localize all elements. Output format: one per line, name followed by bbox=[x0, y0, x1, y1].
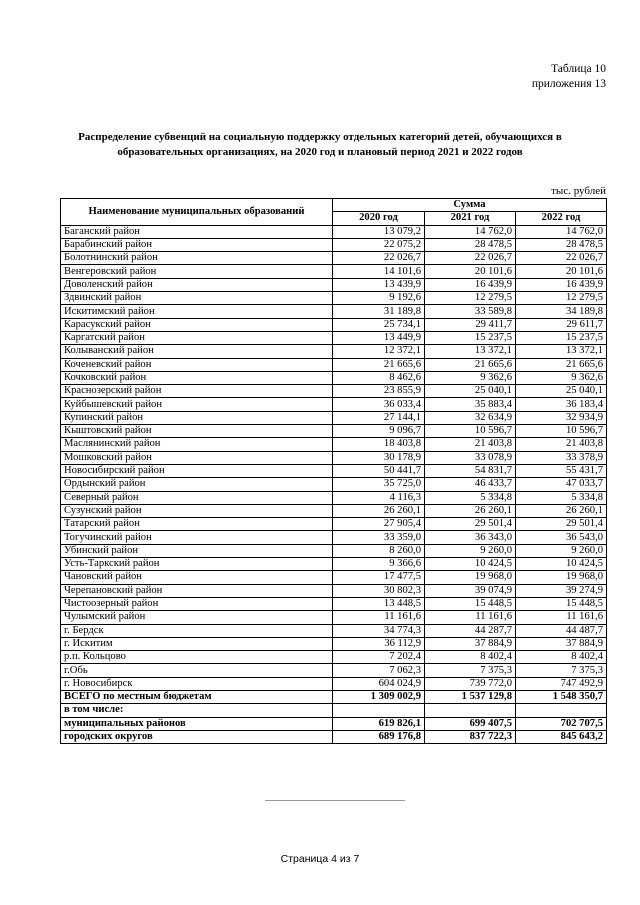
municipality-name: г. Искитим bbox=[61, 637, 333, 650]
table-row bbox=[61, 265, 607, 278]
amount-cell: 30 178,9 bbox=[333, 451, 425, 464]
amount-cell: 845 643,2 bbox=[516, 730, 607, 743]
table-row bbox=[61, 278, 607, 291]
amount-cell: 36 033,4 bbox=[333, 398, 425, 411]
amount-cell: 21 665,6 bbox=[425, 358, 516, 371]
amount-cell: 9 096,7 bbox=[333, 425, 425, 438]
table-cell-empty bbox=[516, 704, 607, 717]
amount-cell: 837 722,3 bbox=[425, 730, 516, 743]
table-row bbox=[61, 544, 607, 557]
table-row bbox=[61, 611, 607, 624]
amount-cell: 21 665,6 bbox=[333, 358, 425, 371]
amount-cell: 20 101,6 bbox=[516, 265, 607, 278]
column-header-sum: Сумма bbox=[333, 199, 607, 212]
municipality-name: Маслянинский район bbox=[61, 438, 333, 451]
amount-cell: 14 762,0 bbox=[425, 225, 516, 238]
amount-cell: 22 026,7 bbox=[516, 252, 607, 265]
amount-cell: 13 372,1 bbox=[425, 345, 516, 358]
amount-cell: 27 905,4 bbox=[333, 518, 425, 531]
amount-cell: 12 279,5 bbox=[516, 292, 607, 305]
municipality-name: р.п. Кольцово bbox=[61, 651, 333, 664]
table-row bbox=[61, 704, 607, 717]
amount-cell: 12 279,5 bbox=[425, 292, 516, 305]
table-row bbox=[61, 597, 607, 610]
amount-cell: 35 883,4 bbox=[425, 398, 516, 411]
table-row bbox=[61, 730, 607, 743]
amount-cell: 5 334,8 bbox=[516, 491, 607, 504]
amount-cell: 50 441,7 bbox=[333, 464, 425, 477]
amount-cell: 39 074,9 bbox=[425, 584, 516, 597]
amount-cell: 25 040,1 bbox=[425, 385, 516, 398]
amount-cell: 8 402,4 bbox=[516, 651, 607, 664]
municipality-name: Болотнинский район bbox=[61, 252, 333, 265]
amount-cell: 55 431,7 bbox=[516, 464, 607, 477]
municipality-name: Чановский район bbox=[61, 571, 333, 584]
amount-cell: 25 734,1 bbox=[333, 318, 425, 331]
table-row bbox=[61, 637, 607, 650]
amount-cell: 30 802,3 bbox=[333, 584, 425, 597]
municipality-name: Сузунский район bbox=[61, 504, 333, 517]
amount-cell: 36 112,9 bbox=[333, 637, 425, 650]
amount-cell: 16 439,9 bbox=[425, 278, 516, 291]
amount-cell: 10 596,7 bbox=[425, 425, 516, 438]
table-row bbox=[61, 518, 607, 531]
column-header-2022: 2022 год bbox=[516, 212, 607, 225]
amount-cell: 23 855,9 bbox=[333, 385, 425, 398]
municipality-name: г.Обь bbox=[61, 664, 333, 677]
amount-cell: 27 144,1 bbox=[333, 411, 425, 424]
amount-cell: 7 062,3 bbox=[333, 664, 425, 677]
municipality-name: Баганский район bbox=[61, 225, 333, 238]
amount-cell: 33 078,9 bbox=[425, 451, 516, 464]
municipality-name: ВСЕГО по местным бюджетам bbox=[61, 690, 333, 703]
amount-cell: 33 378,9 bbox=[516, 451, 607, 464]
table-row bbox=[61, 531, 607, 544]
amount-cell: 689 176,8 bbox=[333, 730, 425, 743]
table-body bbox=[61, 225, 607, 744]
amount-cell: 34 774,3 bbox=[333, 624, 425, 637]
table-cell-empty bbox=[425, 704, 516, 717]
municipality-name: Тогучинский район bbox=[61, 531, 333, 544]
table-row bbox=[61, 398, 607, 411]
amount-cell: 18 403,8 bbox=[333, 438, 425, 451]
municipality-name: Чулымский район bbox=[61, 611, 333, 624]
amount-cell: 37 884,9 bbox=[425, 637, 516, 650]
municipality-name: Убинский район bbox=[61, 544, 333, 557]
table-row bbox=[61, 451, 607, 464]
amount-cell: 5 334,8 bbox=[425, 491, 516, 504]
table-row bbox=[61, 664, 607, 677]
amount-cell: 44 487,7 bbox=[516, 624, 607, 637]
amount-cell: 11 161,6 bbox=[425, 611, 516, 624]
column-header-name: Наименование муниципальных образований bbox=[61, 199, 333, 226]
amount-cell: 34 189,8 bbox=[516, 305, 607, 318]
amount-cell: 739 772,0 bbox=[425, 677, 516, 690]
amount-cell: 19 968,0 bbox=[425, 571, 516, 584]
amount-cell: 10 596,7 bbox=[516, 425, 607, 438]
amount-cell: 9 192,6 bbox=[333, 292, 425, 305]
municipality-name: Барабинский район bbox=[61, 238, 333, 251]
amount-cell: 46 433,7 bbox=[425, 478, 516, 491]
amount-cell: 33 589,8 bbox=[425, 305, 516, 318]
amount-cell: 17 477,5 bbox=[333, 571, 425, 584]
amount-cell: 15 448,5 bbox=[516, 597, 607, 610]
municipality-name: Колыванский район bbox=[61, 345, 333, 358]
amount-cell: 21 665,6 bbox=[516, 358, 607, 371]
table-row bbox=[61, 385, 607, 398]
amount-cell: 13 079,2 bbox=[333, 225, 425, 238]
amount-cell: 13 449,9 bbox=[333, 331, 425, 344]
table-row bbox=[61, 504, 607, 517]
amount-cell: 32 934,9 bbox=[516, 411, 607, 424]
amount-cell: 9 260,0 bbox=[425, 544, 516, 557]
appendix-number: приложения 13 bbox=[531, 78, 606, 90]
amount-cell: 31 189,8 bbox=[333, 305, 425, 318]
table-row bbox=[61, 438, 607, 451]
amount-cell: 28 478,5 bbox=[425, 238, 516, 251]
amount-cell: 14 101,6 bbox=[333, 265, 425, 278]
amount-cell: 8 260,0 bbox=[333, 544, 425, 557]
amount-cell: 1 548 350,7 bbox=[516, 690, 607, 703]
amount-cell: 28 478,5 bbox=[516, 238, 607, 251]
municipality-name: Куйбышевский район bbox=[61, 398, 333, 411]
amount-cell: 29 501,4 bbox=[425, 518, 516, 531]
table-row bbox=[61, 690, 607, 703]
municipality-name: г. Новосибирск bbox=[61, 677, 333, 690]
table-row bbox=[61, 624, 607, 637]
municipality-name: Чистоозерный район bbox=[61, 597, 333, 610]
table-row bbox=[61, 651, 607, 664]
amount-cell: 22 026,7 bbox=[333, 252, 425, 265]
column-header-2020: 2020 год bbox=[333, 212, 425, 225]
amount-cell: 36 343,0 bbox=[425, 531, 516, 544]
amount-cell: 12 372,1 bbox=[333, 345, 425, 358]
amount-cell: 13 448,5 bbox=[333, 597, 425, 610]
table-row bbox=[61, 425, 607, 438]
amount-cell: 26 260,1 bbox=[425, 504, 516, 517]
amount-cell: 10 424,5 bbox=[516, 558, 607, 571]
table-row bbox=[61, 252, 607, 265]
amount-cell: 19 968,0 bbox=[516, 571, 607, 584]
municipality-name: Карасукский район bbox=[61, 318, 333, 331]
amount-cell: 36 183,4 bbox=[516, 398, 607, 411]
table-row bbox=[61, 584, 607, 597]
amount-cell: 9 362,6 bbox=[516, 371, 607, 384]
municipality-name: Кочковский район bbox=[61, 371, 333, 384]
amount-cell: 7 375,3 bbox=[425, 664, 516, 677]
amount-cell: 15 237,5 bbox=[425, 331, 516, 344]
amount-cell: 604 024,9 bbox=[333, 677, 425, 690]
amount-cell: 39 274,9 bbox=[516, 584, 607, 597]
municipality-name: г. Бердск bbox=[61, 624, 333, 637]
table-row bbox=[61, 571, 607, 584]
amount-cell: 32 634,9 bbox=[425, 411, 516, 424]
table-number: Таблица 10 bbox=[551, 63, 606, 75]
municipality-name: Новосибирский район bbox=[61, 464, 333, 477]
amount-cell: 15 448,5 bbox=[425, 597, 516, 610]
table-row bbox=[61, 411, 607, 424]
amount-cell: 47 033,7 bbox=[516, 478, 607, 491]
amount-cell: 747 492,9 bbox=[516, 677, 607, 690]
document-title: Распределение субвенций на социальную поддержку отдельных категорий детей, обучающихся в образовательных организациях, на 2020 год и плановый период 2021 и 2022 годов bbox=[78, 131, 562, 158]
municipality-name: Венгеровский район bbox=[61, 265, 333, 278]
amount-cell: 29 411,7 bbox=[425, 318, 516, 331]
table-row bbox=[61, 318, 607, 331]
table-cell: в том числе: bbox=[61, 704, 333, 717]
amount-cell: 29 501,4 bbox=[516, 518, 607, 531]
amount-cell: 8 462,6 bbox=[333, 371, 425, 384]
municipality-name: Кыштовский район bbox=[61, 425, 333, 438]
amount-cell: 15 237,5 bbox=[516, 331, 607, 344]
amount-cell: 22 026,7 bbox=[425, 252, 516, 265]
amount-cell: 11 161,6 bbox=[516, 611, 607, 624]
page-number: Страница 4 из 7 bbox=[280, 853, 360, 865]
amount-cell: 702 707,5 bbox=[516, 717, 607, 730]
table-row bbox=[61, 305, 607, 318]
table-row bbox=[61, 464, 607, 477]
amount-cell: 13 372,1 bbox=[516, 345, 607, 358]
units-label: тыс. рублей bbox=[551, 185, 606, 197]
table-cell-empty bbox=[333, 704, 425, 717]
table-row bbox=[61, 677, 607, 690]
table-row bbox=[61, 491, 607, 504]
municipality-name: муниципальных районов bbox=[61, 717, 333, 730]
amount-cell: 1 537 129,8 bbox=[425, 690, 516, 703]
amount-cell: 35 725,0 bbox=[333, 478, 425, 491]
amount-cell: 1 309 002,9 bbox=[333, 690, 425, 703]
amount-cell: 7 375,3 bbox=[516, 664, 607, 677]
amount-cell: 36 543,0 bbox=[516, 531, 607, 544]
table-row bbox=[61, 225, 607, 238]
amount-cell: 10 424,5 bbox=[425, 558, 516, 571]
amount-cell: 26 260,1 bbox=[516, 504, 607, 517]
amount-cell: 7 202,4 bbox=[333, 651, 425, 664]
table-row bbox=[61, 331, 607, 344]
table-row bbox=[61, 371, 607, 384]
amount-cell: 11 161,6 bbox=[333, 611, 425, 624]
municipality-name: Искитимский район bbox=[61, 305, 333, 318]
municipality-name: Коченевский район bbox=[61, 358, 333, 371]
table-row bbox=[61, 717, 607, 730]
table-row bbox=[61, 345, 607, 358]
amount-cell: 8 402,4 bbox=[425, 651, 516, 664]
amount-cell: 29 611,7 bbox=[516, 318, 607, 331]
municipality-name: Мошковский район bbox=[61, 451, 333, 464]
amount-cell: 21 403,8 bbox=[425, 438, 516, 451]
amount-cell: 54 831,7 bbox=[425, 464, 516, 477]
amount-cell: 26 260,1 bbox=[333, 504, 425, 517]
table-row bbox=[61, 238, 607, 251]
amount-cell: 21 403,8 bbox=[516, 438, 607, 451]
amount-cell: 9 362,6 bbox=[425, 371, 516, 384]
table-row bbox=[61, 358, 607, 371]
amount-cell: 14 762,0 bbox=[516, 225, 607, 238]
municipality-name: Краснозерский район bbox=[61, 385, 333, 398]
municipality-name: Ордынский район bbox=[61, 478, 333, 491]
municipality-name: Купинский район bbox=[61, 411, 333, 424]
municipality-name: Здвинский район bbox=[61, 292, 333, 305]
table-row bbox=[61, 292, 607, 305]
municipality-name: Северный район bbox=[61, 491, 333, 504]
amount-cell: 4 116,3 bbox=[333, 491, 425, 504]
table-row bbox=[61, 478, 607, 491]
amount-cell: 9 366,6 bbox=[333, 558, 425, 571]
municipality-name: городских округов bbox=[61, 730, 333, 743]
municipality-name: Усть-Таркский район bbox=[61, 558, 333, 571]
amount-cell: 33 359,0 bbox=[333, 531, 425, 544]
amount-cell: 37 884,9 bbox=[516, 637, 607, 650]
amount-cell: 20 101,6 bbox=[425, 265, 516, 278]
column-header-2021: 2021 год bbox=[425, 212, 516, 225]
municipality-name: Татарский район bbox=[61, 518, 333, 531]
table-row bbox=[61, 558, 607, 571]
amount-cell: 44 287,7 bbox=[425, 624, 516, 637]
municipality-name: Доволенский район bbox=[61, 278, 333, 291]
amount-cell: 16 439,9 bbox=[516, 278, 607, 291]
footer-divider bbox=[265, 800, 405, 801]
table-reference bbox=[532, 62, 606, 92]
amount-cell: 619 826,1 bbox=[333, 717, 425, 730]
municipality-name: Каргатский район bbox=[61, 331, 333, 344]
amount-cell: 9 260,0 bbox=[516, 544, 607, 557]
municipality-name: Черепановский район bbox=[61, 584, 333, 597]
subsidy-table bbox=[60, 198, 607, 744]
amount-cell: 25 040,1 bbox=[516, 385, 607, 398]
amount-cell: 699 407,5 bbox=[425, 717, 516, 730]
amount-cell: 22 075,2 bbox=[333, 238, 425, 251]
amount-cell: 13 439,9 bbox=[333, 278, 425, 291]
